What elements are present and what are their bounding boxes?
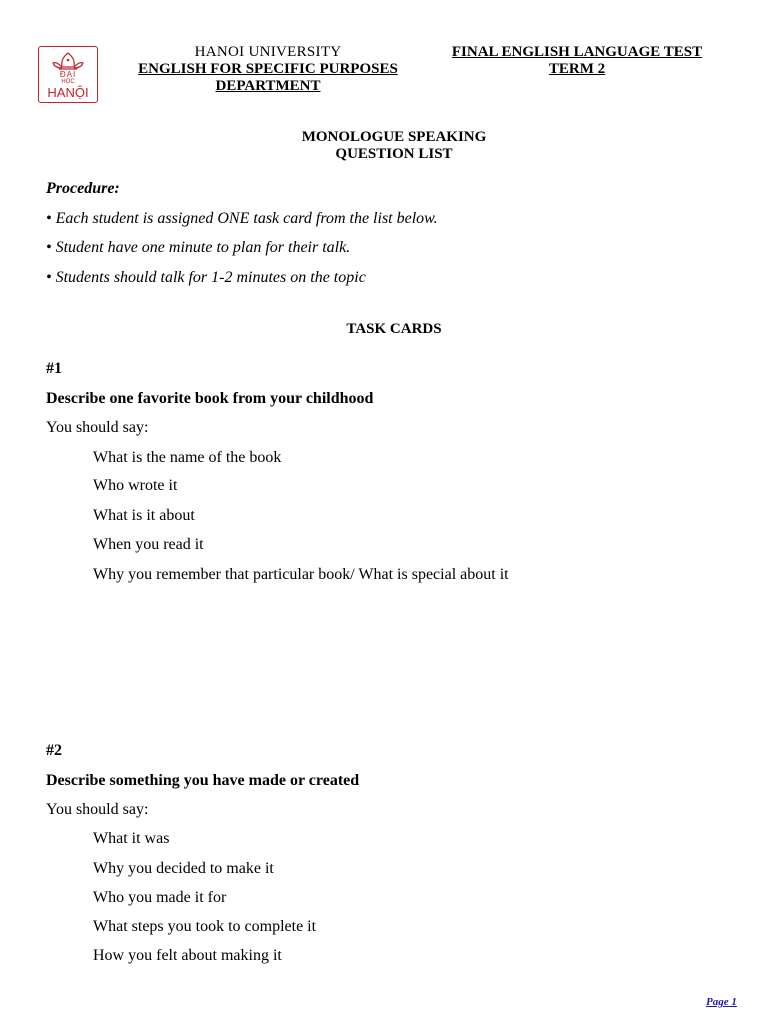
logo-text-hanoi: HANỘI [47,85,89,100]
card-number: #1 [46,360,62,377]
header-university-block [118,44,418,95]
card-point: What it was [93,830,170,847]
card-point: Why you decided to make it [93,860,274,877]
logo-text-hoc: HỌC [61,79,75,85]
test-name: FINAL ENGLISH LANGUAGE TEST [451,44,703,60]
card-point: How you felt about making it [93,947,282,964]
card-point: Who you made it for [93,889,227,906]
department-name-line2: DEPARTMENT [215,78,321,94]
card-point: Who wrote it [93,477,178,494]
department-name-line1: ENGLISH FOR SPECIFIC PURPOSES [138,61,398,77]
task-cards-heading: TASK CARDS [346,321,442,337]
page-number: Page 1 [706,996,737,1008]
card-title: Describe something you have made or created [46,772,360,789]
card-title: Describe one favorite book from your childhood [46,390,374,407]
card-point: What is it about [93,507,195,524]
title-line1: MONOLOGUE SPEAKING [301,129,487,145]
logo-text-dai: ĐẠI [59,70,77,79]
card-prompt: You should say: [46,419,149,436]
procedure-item: • Each student is assigned ONE task card from the list below. [46,210,438,227]
university-name: HANOI UNIVERSITY [194,44,342,60]
university-logo [38,46,98,103]
card-point: When you read it [93,536,204,553]
card-point: Why you remember that particular book/ What is special about it [93,566,509,583]
card-number: #2 [46,742,62,759]
card-prompt: You should say: [46,801,149,818]
document-title [0,129,768,163]
procedure-item: • Student have one minute to plan for their talk. [46,239,351,256]
procedure-heading: Procedure: [46,180,120,197]
card-point: What is the name of the book [93,449,282,466]
card-point: What steps you took to complete it [93,918,317,935]
procedure-item: • Students should talk for 1-2 minutes on the topic [46,269,366,286]
header-test-block [436,44,718,78]
title-line2: QUESTION LIST [335,146,453,162]
test-term: TERM 2 [548,61,606,77]
